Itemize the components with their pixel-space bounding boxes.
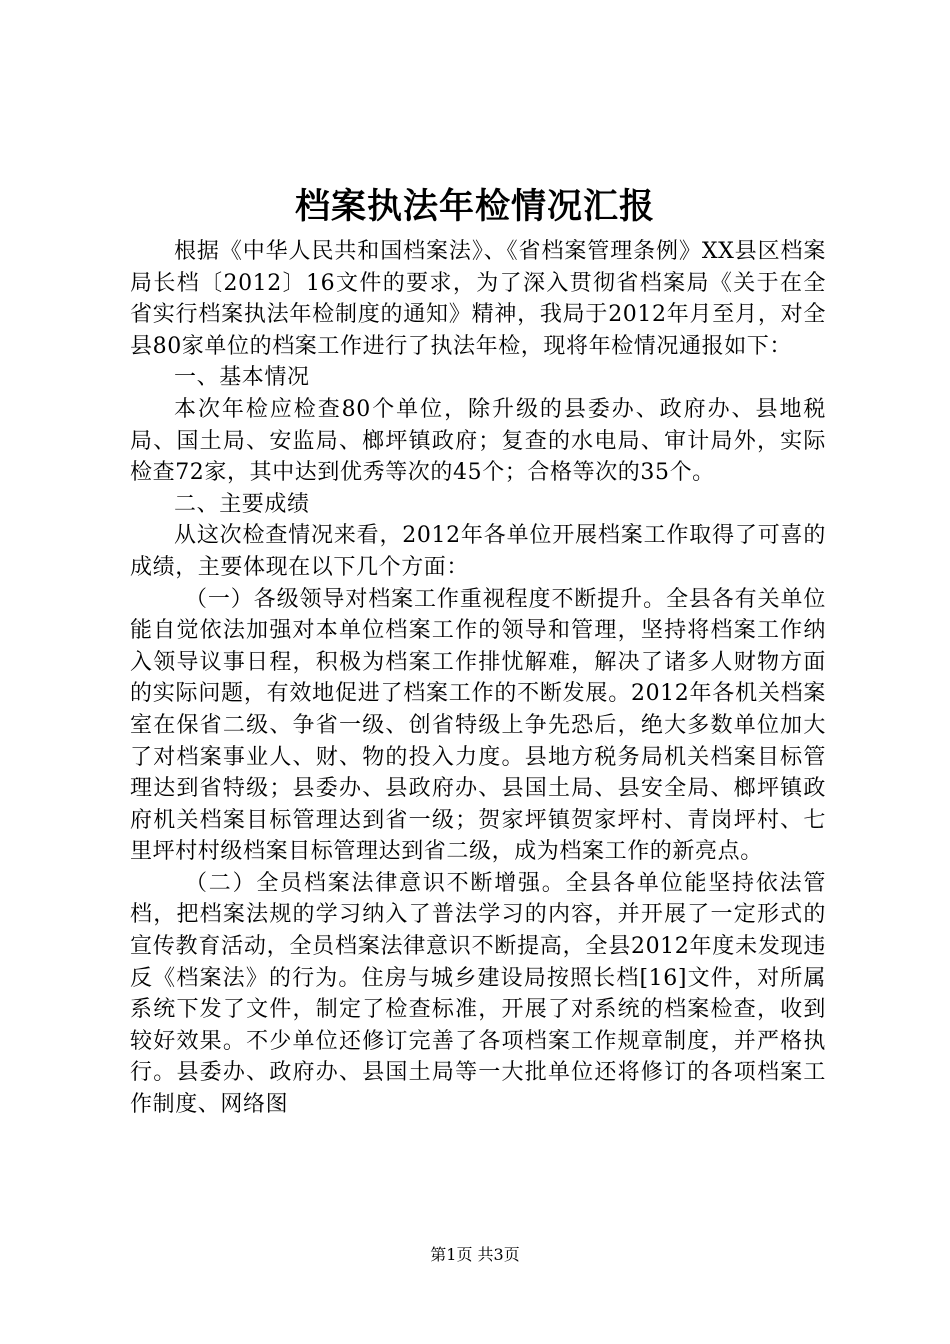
heading-main-achievements: 二、主要成绩 [174, 491, 310, 517]
document-title: 档案执法年检情况汇报 [294, 186, 655, 227]
document-body [130, 236, 826, 1121]
page-footer: 第1页 共3页 [430, 1245, 520, 1264]
paragraph-achievements-intro: 从这次检查情况来看，2012年各单位开展档案工作取得了可喜的成绩，主要体现在以下几个方面： [130, 523, 826, 580]
paragraph-achievement-2: （二）全员档案法律意识不断增强。全县各单位能坚持依法管档，把档案法规的学习纳入了普法学习的内容，并开展了一定形式的宣传教育活动，全员档案法律意识不断提高，全县2012年度未发现违反《档案法》的行为。住房与城乡建设局按照长档[16]文件，对所属系统下发了文件，制定了检查标准，开展了对系统的档案检查，收到较好效果。不少单位还修订完善了各项档案工作规章制度，并严格执行。县委办、政府办、县国土局等一大批单位还将修订的各项档案工作制度、网络图 [130, 870, 826, 1118]
paragraph-intro: 根据《中华人民共和国档案法》、《省档案管理条例》XX县区档案局长档〔2012〕16文件的要求，为了深入贯彻省档案局《关于在全省实行档案执法年检制度的通知》精神，我局于2012年月至月，对全县80家单位的档案工作进行了执法年检，现将年检情况通报如下： [130, 239, 826, 359]
paragraph-achievement-1: （一）各级领导对档案工作重视程度不断提升。全县各有关单位能自觉依法加强对本单位档案工作的领导和管理，坚持将档案工作纳入领导议事日程，积极为档案工作排忧解难，解决了诸多人财物方面的实际问题，有效地促进了档案工作的不断发展。2012年各机关档案室在保省二级、争省一级、创省特级上争先恐后，绝大多数单位加大了对档案事业人、财、物的投入力度。县地方税务局机关档案目标管理达到省特级；县委办、县政府办、县国土局、县安全局、榔坪镇政府机关档案目标管理达到省一级；贺家坪镇贺家坪村、青岗坪村、七里坪村村级档案目标管理达到省二级，成为档案工作的新亮点。 [130, 586, 826, 865]
heading-basic-situation: 一、基本情况 [174, 365, 310, 391]
paragraph-basic-situation: 本次年检应检查80个单位，除升级的县委办、政府办、县地税局、国土局、安监局、榔坪镇政府；复查的水电局、审计局外，实际检查72家，其中达到优秀等次的45个；合格等次的35个。 [130, 396, 826, 486]
